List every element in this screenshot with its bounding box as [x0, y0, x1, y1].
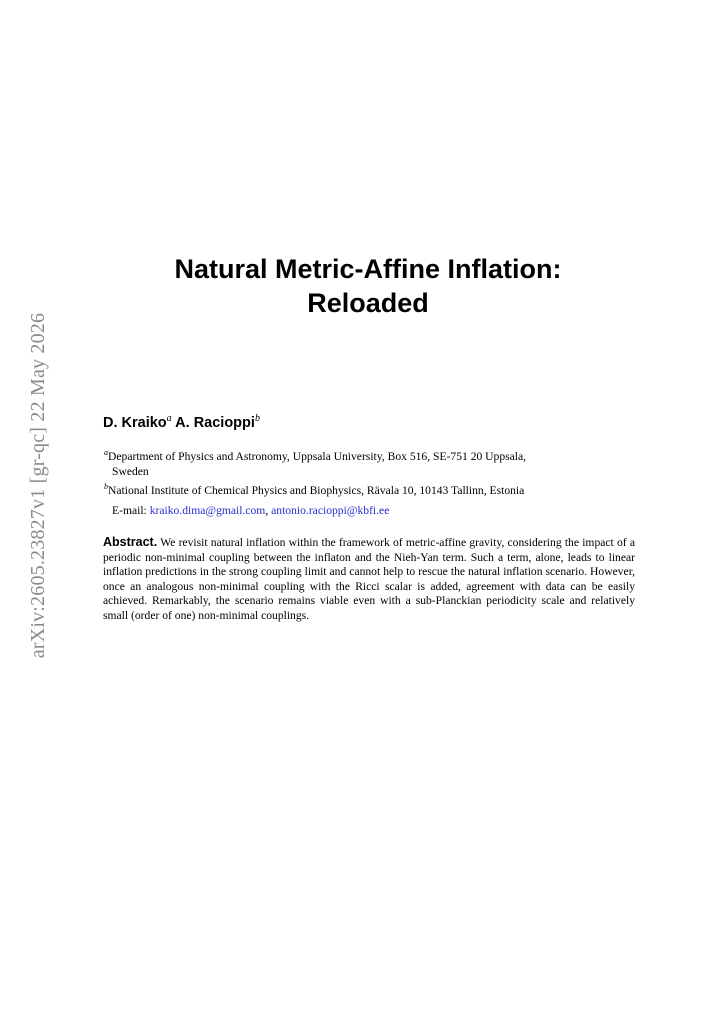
affiliation-mark: b	[104, 482, 108, 491]
author-name: A. Racioppi	[175, 414, 255, 431]
author-affiliation-mark: a	[166, 413, 172, 424]
email-line	[112, 504, 389, 517]
title-line-1: Natural Metric-Affine Inflation:	[174, 254, 562, 284]
affiliation-mark: a	[104, 448, 108, 457]
abstract	[103, 535, 635, 624]
affiliation-b	[104, 479, 636, 498]
affiliation-a	[104, 445, 636, 479]
abstract-label: Abstract.	[103, 535, 158, 549]
paper-title	[100, 252, 636, 320]
author-affiliation-mark: b	[254, 413, 260, 424]
email-separator: ,	[265, 504, 269, 517]
affiliation-text: Department of Physics and Astronomy, Uppsala University, Box 516, SE-751 20 Uppsala,	[108, 449, 527, 463]
arxiv-identifier-text: arXiv:2605.23827v1 [gr-qc] 22 May 2026	[27, 312, 50, 658]
affiliation-text: National Institute of Chemical Physics and Biophysics, Rävala 10, 10143 Tallinn, Estonia	[108, 483, 525, 497]
title-line-2: Reloaded	[307, 288, 429, 318]
author-name: D. Kraiko	[103, 414, 167, 431]
email-link-kraiko[interactable]: kraiko.dima@gmail.com	[149, 504, 266, 517]
affiliation-text-continued: Sweden	[112, 464, 149, 478]
email-link-racioppi[interactable]: antonio.racioppi@kbfi.ee	[271, 504, 390, 517]
email-label: E-mail:	[112, 504, 147, 517]
author-list	[103, 413, 260, 431]
arxiv-side-identifier	[22, 270, 56, 700]
abstract-text: We revisit natural inflation within the framework of metric-affine gravity, considering the impact of a periodic non-minimal coupling between the inflaton and the Nieh-Yan term. Such a term, alone, leads to linear inflation predictions in the strong coupling limit and cannot help to rescue the natural inflation scenario. However, once an analogous non-minimal coupling with the Ricci scalar is added, agreement with data can be easily achieved. Remarkably, the scenario remains viable even with a sub-Planckian periodicity scale and relatively small (order of one) non-minimal couplings.	[103, 536, 635, 622]
